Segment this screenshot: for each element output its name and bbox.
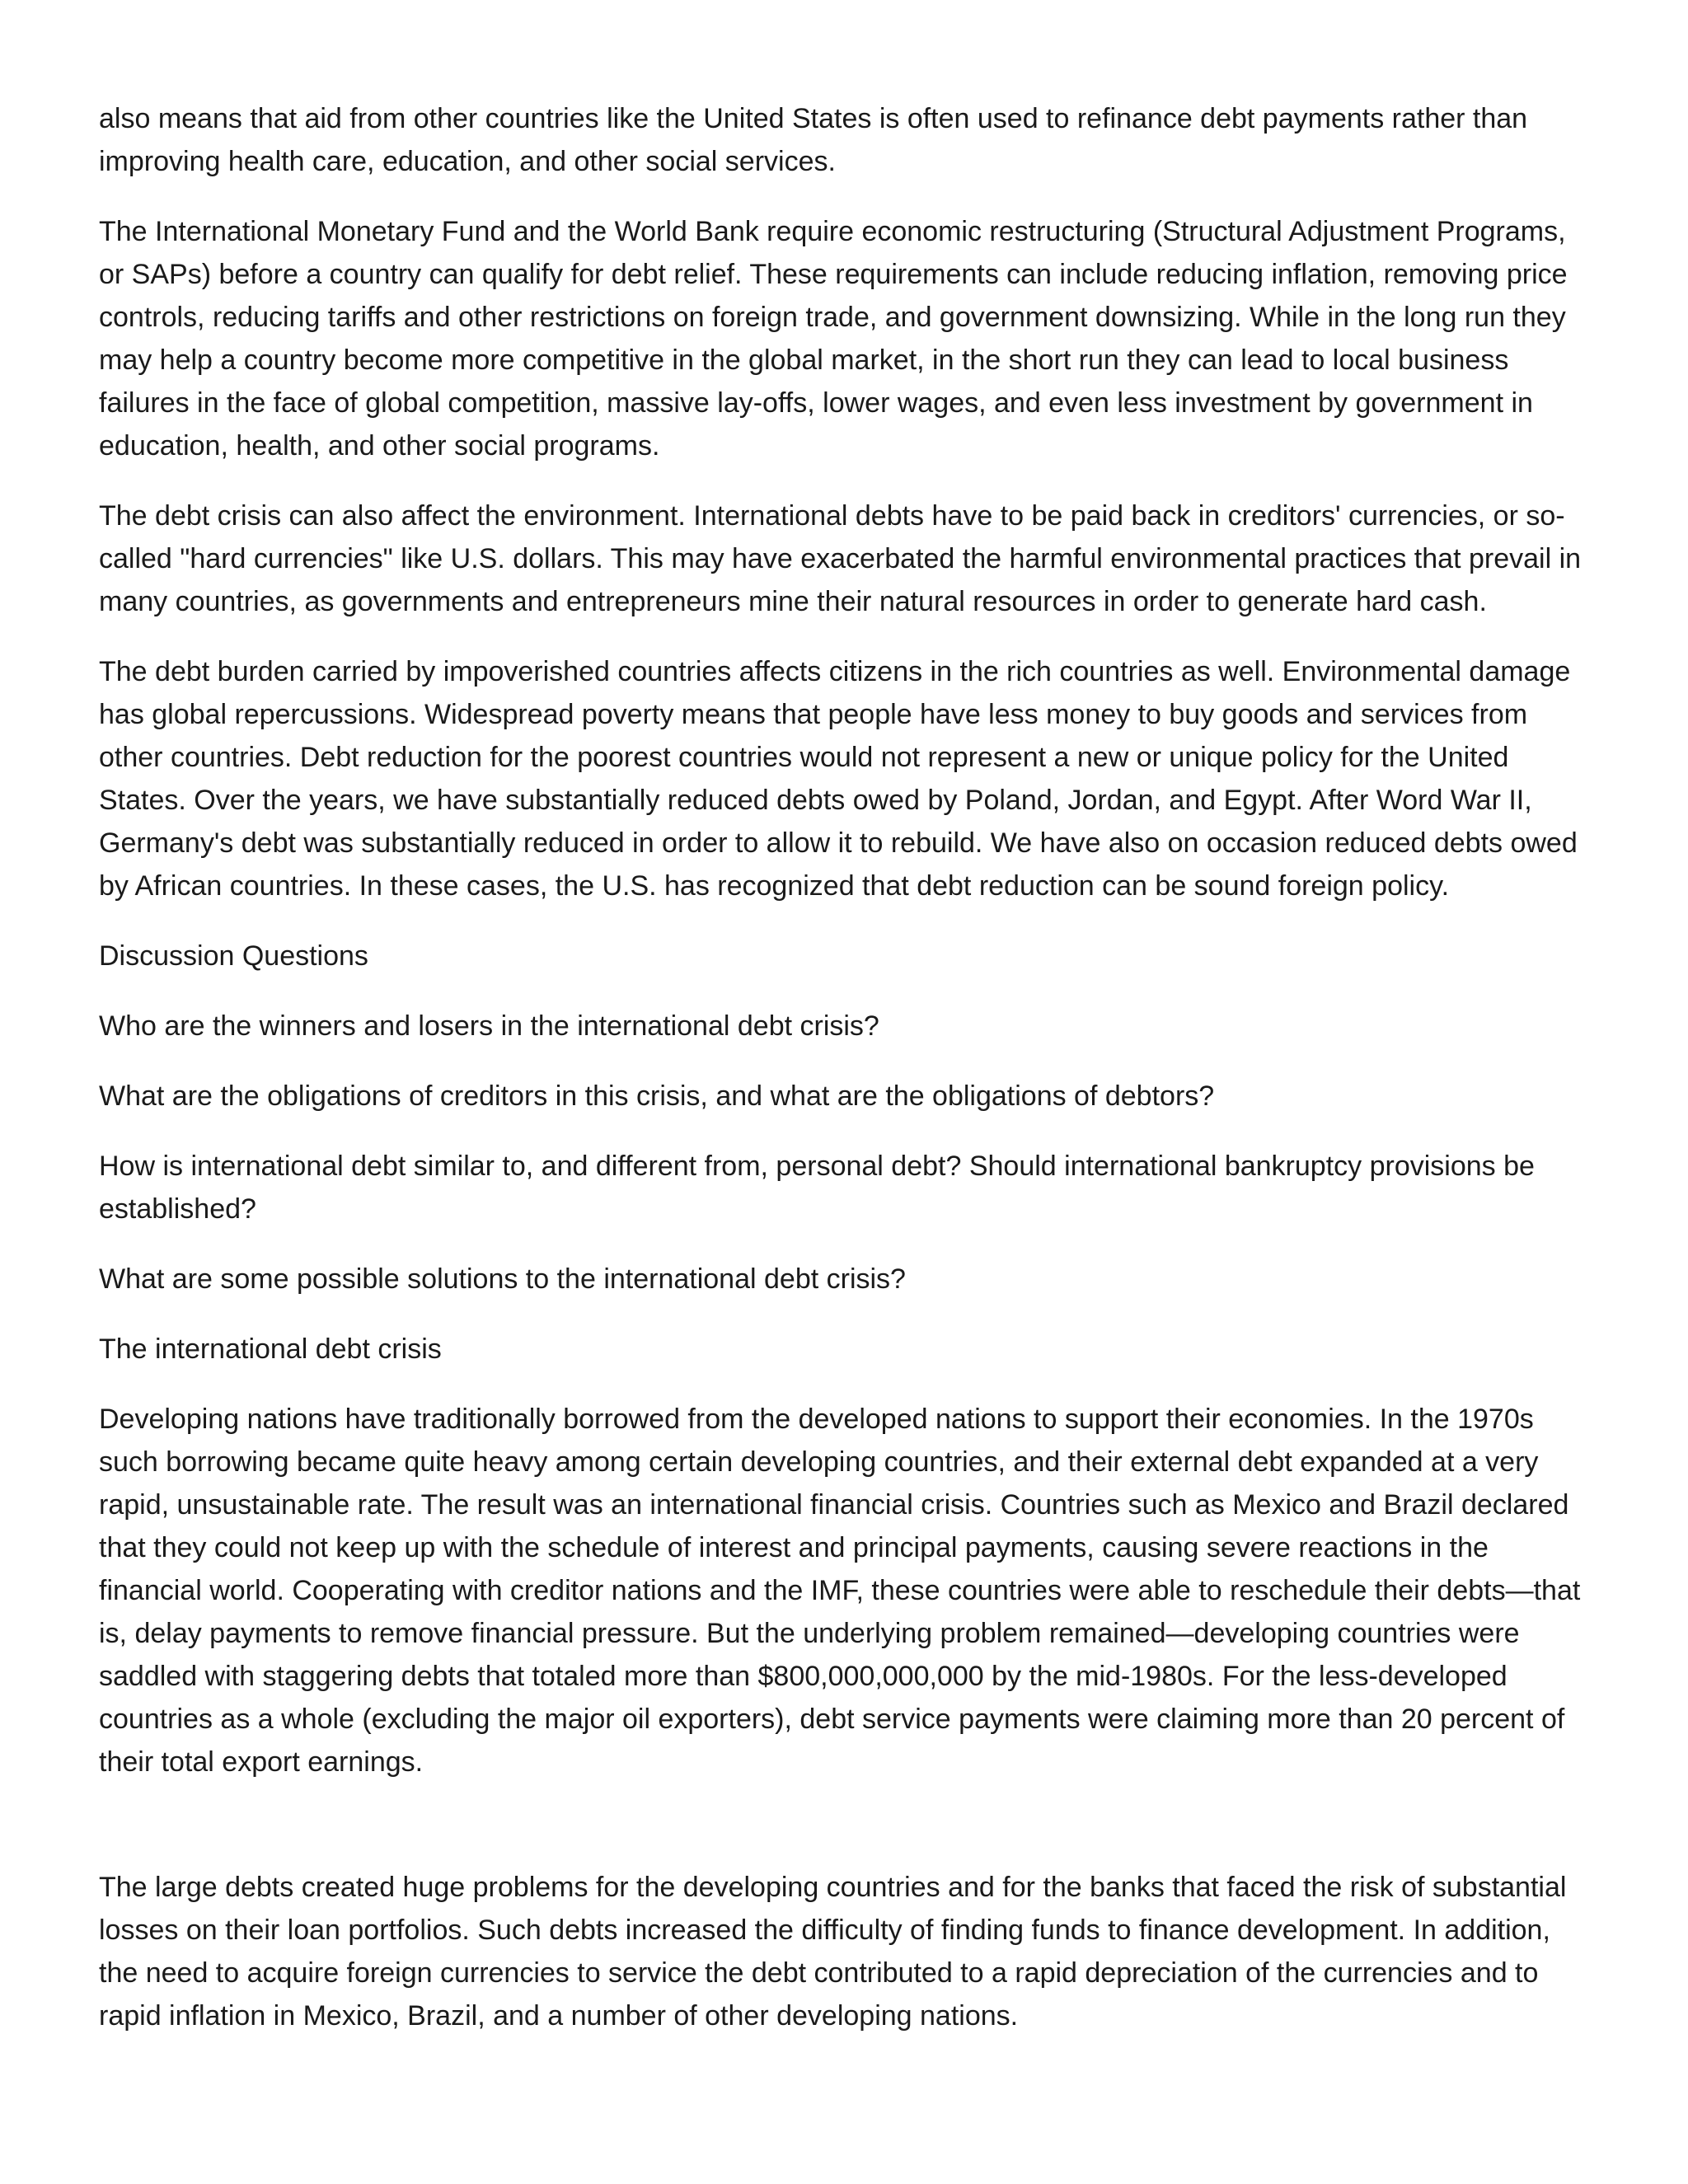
question-obligations: What are the obligations of creditors in this crisis, and what are the obligations of debtors? — [99, 1080, 1215, 1112]
paragraph-aid-refinance: also means that aid from other countries like the United States is often used to refinance debt payments rather than improving health care, education, and other social services. — [99, 103, 1528, 177]
paragraph-debt-burden: The debt burden carried by impoverished countries affects citizens in the rich countries as well. Environmental damage has global repercussions. Widespread poverty means that people have less money to buy goods and services from other countries. Debt reduction for the poorest countries would not represent a new or unique policy for the United States. Over the years, we have substantially reduced debts owed by Poland, Jordan, and Egypt. After Word War II, Germany's debt was substantially reduced in order to allow it to rebuild. We have also on occasion reduced debts owed by African countries. In these cases, the U.S. has recognized that debt reduction can be sound foreign policy. — [99, 656, 1578, 902]
question-winners-losers: Who are the winners and losers in the international debt crisis? — [99, 1010, 879, 1042]
question-solutions: What are some possible solutions to the international debt crisis? — [99, 1263, 906, 1295]
paragraph-imf-world-bank: The International Monetary Fund and the World Bank require economic restructuring (Structural Adjustment Programs, or SAPs) before a country can qualify for debt relief. These requirements can include reducing inflation, removing price controls, reducing tariffs and other restrictions on foreign trade, and government downsizing. While in the long run they may help a country become more competitive in the global market, in the short run they can lead to local business failures in the face of global competition, massive lay-offs, lower wages, and even less investment by government in education, health, and other social programs. — [99, 216, 1568, 462]
document-page — [99, 97, 1592, 2064]
paragraph-large-debts: The large debts created huge problems for the developing countries and for the banks that faced the risk of substantial losses on their loan portfolios. Such debts increased the difficulty of finding funds to finance development. In addition, the need to acquire foreign currencies to service the debt contributed to a rapid depreciation of the currencies and to rapid inflation in Mexico, Brazil, and a number of other developing nations. — [99, 1872, 1567, 2032]
paragraph-environment: The debt crisis can also affect the environment. International debts have to be paid back in creditors' currencies, or so-called "hard currencies" like U.S. dollars. This may have exacerbated the harmful environmental practices that prevail in many countries, as governments and entrepreneurs mine their natural resources in order to generate hard cash. — [99, 500, 1582, 617]
paragraph-developing-nations: Developing nations have traditionally borrowed from the developed nations to support their economies. In the 1970s such borrowing became quite heavy among certain developing countries, and their external debt expanded at a very rapid, unsustainable rate. The result was an international financial crisis. Countries such as Mexico and Brazil declared that they could not keep up with the schedule of interest and principal payments, causing severe reactions in the financial world. Cooperating with creditor nations and the IMF, these countries were able to reschedule their debts—that is, delay payments to remove financial pressure. But the underlying problem remained—developing countries were saddled with staggering debts that totaled more than $800,000,000,000 by the mid-1980s. For the less-developed countries as a whole (excluding the major oil exporters), debt service payments were claiming more than 20 percent of their total export earnings. — [99, 1404, 1581, 1778]
heading-international-debt-crisis: The international debt crisis — [99, 1333, 442, 1365]
heading-discussion-questions: Discussion Questions — [99, 940, 368, 972]
question-personal-debt: How is international debt similar to, and different from, personal debt? Should international bankruptcy provisions be established? — [99, 1151, 1535, 1225]
